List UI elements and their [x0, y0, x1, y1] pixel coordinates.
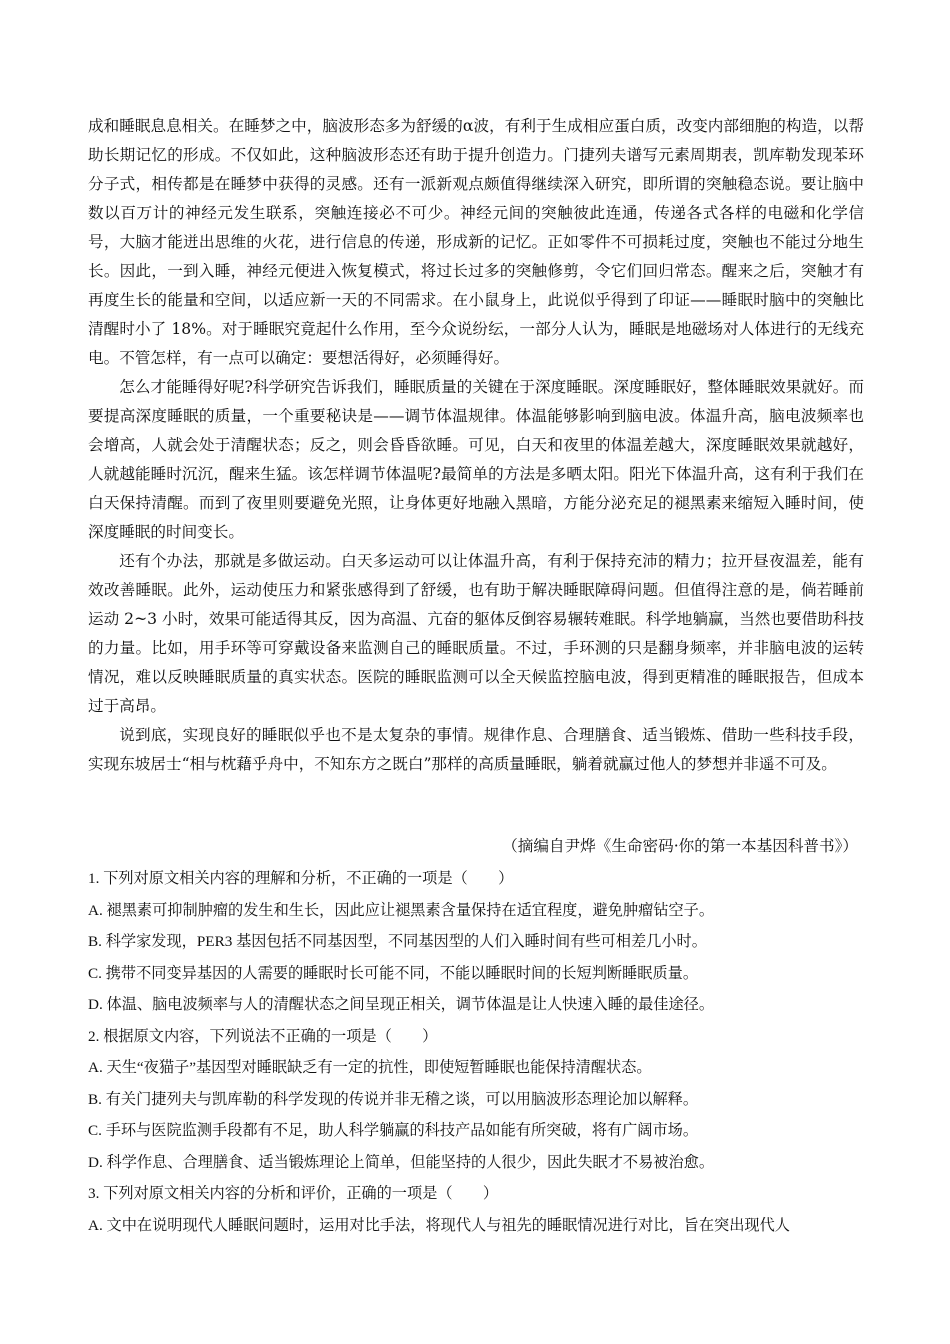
- passage-paragraph: 还有个办法，那就是多做运动。白天多运动可以让体温升高，有利于保持充沛的精力；拉开昼夜温差，能有效改善睡眠。此外，运动使压力和紧张感得到了舒缓，也有助于解决睡眠障碍问题。但值得注意的是，倘若睡前运动 2~3 小时，效果可能适得其反，因为高温、亢奋的躯体反倒容易辗转难眠。科学地躺赢，当然也要借助科技的力量。比如，用手环等可穿戴设备来监测自己的睡眠质量。不过，手环测的只是翻身频率，并非脑电波的运转情况，难以反映睡眠质量的真实状态。医院的睡眠监测可以全天候监控脑电波，得到更精准的睡眠报告，但成本过于高昂。: [88, 552, 864, 715]
- question-option: D. 体温、脑电波频率与人的清醒状态之间呈现正相关，调节体温是让人快速入睡的最佳途径。: [88, 996, 715, 1013]
- question-option: D. 科学作息、合理膳食、适当锻炼理论上简单，但能坚持的人很少，因此失眠才不易被治愈。: [88, 1153, 715, 1171]
- passage-text: [88, 112, 864, 779]
- question-option: A. 文中在说明现代人睡眠问题时，运用对比手法，将现代人与祖先的睡眠情况进行对比，旨在突出现代人: [88, 1216, 790, 1234]
- passage-paragraph: 说到底，实现良好的睡眠似乎也不是太复杂的事情。规律作息、合理膳食、适当锻炼、借助一些科技手段，实现东坡居士“相与枕藉乎舟中，不知东方之既白”那样的高质量睡眠，躺着就赢过他人的梦想并非遥不可及。: [88, 726, 864, 773]
- question-option: A. 褪黑素可抑制肿瘤的发生和生长，因此应让褪黑素含量保持在适宜程度，避免肿瘤钻空子。: [88, 901, 715, 919]
- passage-source: （摘编自尹烨《生命密码·你的第一本基因科普书》）: [502, 837, 858, 855]
- question-option: B. 科学家发现，PER3 基因包括不同基因型，不同基因型的人们入睡时间有些可相差几小时。: [88, 933, 707, 950]
- question-option: B. 有关门捷列夫与凯库勒的科学发现的传说并非无稽之谈，可以用脑波形态理论加以解释。: [88, 1090, 699, 1108]
- question-stem: 2. 根据原文内容，下列说法不正确的一项是（ ）: [88, 1027, 438, 1045]
- question-option: A. 天生“夜猫子”基因型对睡眠缺乏有一定的抗性，即使短暂睡眠也能保持清醒状态。: [88, 1059, 652, 1076]
- question-option: C. 手环与医院监测手段都有不足，助人科学躺赢的科技产品如能有所突破，将有广阔市场。: [88, 1122, 699, 1139]
- passage-paragraph: 成和睡眠息息相关。在睡梦之中，脑波形态多为舒缓的α波，有利于生成相应蛋白质，改变内部细胞的构造，以帮助长期记忆的形成。不仅如此，这种脑波形态还有助于提升创造力。门捷列夫谱写元素周期表，凯库勒发现苯环分子式，相传都是在睡梦中获得的灵感。还有一派新观点颇值得继续深入研究，即所谓的突触稳态说。要让脑中数以百万计的神经元发生联系，突触连接必不可少。神经元间的突触彼此连通，传递各式各样的电磁和化学信号，大脑才能迸出思维的火花，进行信息的传递，形成新的记忆。正如零件不可损耗过度，突触也不能过分地生长。因此，一到入睡，神经元便进入恢复模式，将过长过多的突触修剪，令它们回归常态。醒来之后，突触才有再度生长的能量和空间，以适应新一天的不同需求。在小鼠身上，此说似乎得到了印证——睡眠时脑中的突触比清醒时小了 18%。对于睡眠究竟起什么作用，至今众说纷纭，一部分人认为，睡眠是地磁场对人体进行的无线充电。不管怎样，有一点可以确定：要想活得好，必须睡得好。: [88, 117, 864, 367]
- passage-paragraph: 怎么才能睡得好呢?科学研究告诉我们，睡眠质量的关键在于深度睡眠。深度睡眠好，整体睡眠效果就好。而要提高深度睡眠的质量，一个重要秘诀是——调节体温规律。体温能够影响到脑电波。体温升高，脑电波频率也会增高，人就会处于清醒状态；反之，则会昏昏欲睡。可见，白天和夜里的体温差越大，深度睡眠效果就越好，人就越能睡时沉沉，醒来生猛。该怎样调节体温呢?最简单的方法是多晒太阳。阳光下体温升高，这有利于我们在白天保持清醒。而到了夜里则要避免光照，让身体更好地融入黑暗，方能分泌充足的褪黑素来缩短入睡时间，使深度睡眠的时间变长。: [88, 378, 864, 541]
- question-list: [88, 863, 878, 1241]
- question-option: C. 携带不同变异基因的人需要的睡眠时长可能不同，不能以睡眠时间的长短判断睡眠质量。: [88, 964, 699, 982]
- question-stem: 3. 下列对原文相关内容的分析和评价，正确的一项是（ ）: [88, 1185, 499, 1202]
- question-stem: 1. 下列对原文相关内容的理解和分析，不正确的一项是（ ）: [88, 870, 514, 887]
